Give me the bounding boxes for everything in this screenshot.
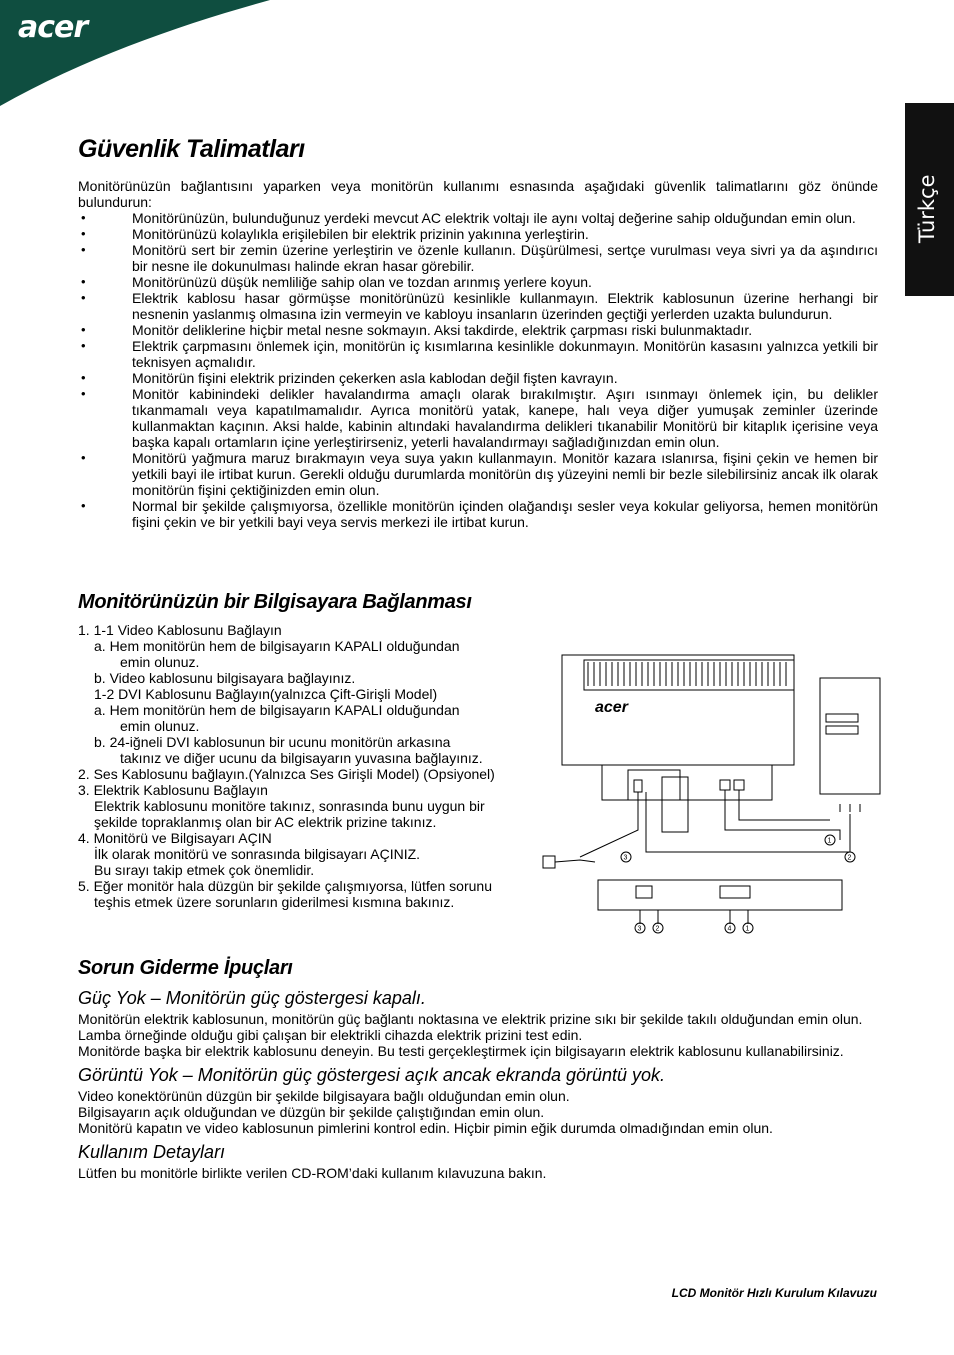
connect-step-line: emin olunuz. [120, 718, 200, 734]
callout-2b: 2 [655, 925, 660, 933]
connect-step-line: 1-2 DVI Kablosunu Bağlayın(yalnızca Çift-Girişli Model) [94, 686, 438, 702]
safety-title: Güvenlik Talimatları [78, 135, 305, 163]
connect-step-line: 3. Elektrik Kablosunu Bağlayın [78, 782, 268, 798]
connect-steps [78, 622, 556, 910]
connect-step-line: Elektrik kablosunu monitöre takınız, sonrasında bunu uygun bir [94, 798, 485, 814]
safety-item: • Monitör kabinindeki delikler havalandırma amaçlı olarak bırakılmıştır. Aşırı ısınmayı önlemek için, bu delikler tıkanmamalı veya kapatılmamalıdır. Ayrıca monitörü yatak, kanepe, halı veya diğer yumuşak zeminler üzerinde kullanmaktan kaçının. Aksi halde, kabinin altındaki havalandırma delikleri tıkanabilir Monitörü bir kitaplık içerisine veya başka kapalı ortamların içine yerleştirirseniz, yeterli havalandırmayı sağladığınızdan emin olun. [78, 386, 878, 450]
connect-step-line: 4. Monitörü ve Bilgisayarı AÇIN [78, 830, 272, 846]
connect-step-line: 2. Ses Kablosunu bağlayın.(Yalnızca Ses Girişli Model) (Opsiyonel) [78, 766, 495, 782]
callout-1b: 1 [745, 925, 750, 933]
safety-item: • Monitörü yağmura maruz bırakmayın veya suya yakın kullanmayın. Monitör kazara ıslanırsa, fişini çekin ve hemen bir yetkili bayi ile irtibat kurun. Gerekli olduğu durumlarda monitörün dış yüzeyini nemli bir bezle silebilirsiniz ancak ilk olarak monitörün fişini çektiğinizden emin olun. [78, 450, 878, 498]
connection-diagram [540, 652, 892, 938]
safety-item: • Monitörünüzü kolaylıkla erişilebilen bir elektrik prizinin yakınına yerleştirin. [78, 226, 878, 242]
troubleshoot-heading: Görüntü Yok – Monitörün güç göstergesi açık ancak ekranda görüntü yok. [78, 1065, 666, 1085]
connect-step-line: şekilde topraklanmış olan bir AC elektrik prizine takınız. [94, 814, 437, 830]
connect-step-line: İlk olarak monitörü ve sonrasında bilgisayarı AÇINIZ. [94, 846, 421, 862]
troubleshoot-title: Sorun Giderme İpuçları [78, 957, 293, 979]
callout-3: 3 [623, 854, 628, 862]
safety-item: • Normal bir şekilde çalışmıyorsa, özellikle monitörün içinden olağandışı sesler veya kokular geliyorsa, hemen monitörün fişini çekin ve bir yetkili bayi veya servis merkezi ile irtibat kurun. [78, 498, 878, 530]
troubleshoot-heading: Kullanım Detayları [78, 1142, 226, 1162]
troubleshoot-paragraph: Lütfen bu monitörle birlikte verilen CD-ROM’daki kullanım kılavuzuna bakın. [78, 1165, 547, 1181]
troubleshoot-body [78, 988, 878, 1181]
safety-item: • Monitör deliklerine hiçbir metal nesne sokmayın. Aksi takdirde, elektrik çarpması riski bulunmaktadır. [78, 322, 878, 338]
connect-step-line: teşhis etmek üzere sorunların giderilmesi kısmına bakınız. [94, 894, 455, 910]
connect-step-line: a. Hem monitörün hem de bilgisayarın KAPALI olduğundan [94, 638, 460, 654]
connect-step-line: 5. Eğer monitör hala düzgün bir şekilde çalışmıyorsa, lütfen sorunu [78, 878, 492, 894]
safety-section [78, 135, 878, 530]
language-tab [905, 103, 954, 296]
safety-item: • Monitörün fişini elektrik prizinden çekerken asla kablodan değil fişten kavrayın. [78, 370, 878, 386]
safety-item: • Monitörünüzü düşük nemliliğe sahip olan ve tozdan arınmış yerlere koyun. [78, 274, 878, 290]
connect-step-line: takınız ve diğer ucunu da bilgisayarın yuvasına bağlayınız. [120, 750, 483, 766]
connect-step-line: a. Hem monitörün hem de bilgisayarın KAPALI olduğundan [94, 702, 460, 718]
troubleshoot-paragraph: Monitörde başka bir elektrik kablosunu deneyin. Bu testi gerçekleştirmek için bilgisayarın elektrik kablosunu kullanabilirsiniz. [78, 1043, 844, 1059]
connect-step-line: b. 24-iğneli DVI kablosunun bir ucunu monitörün arkasına [94, 734, 451, 750]
troubleshoot-paragraph: Monitörü kapatın ve video kablosunun pimlerini kontrol edin. Hiçbir pimin eğik durumda olmadığından emin olun. [78, 1120, 773, 1136]
safety-list [78, 210, 878, 530]
callout-4: 4 [727, 925, 732, 933]
monitor-logo: acer [595, 699, 628, 716]
connect-title: Monitörünüzün bir Bilgisayara Bağlanması [78, 591, 472, 613]
callout-2: 2 [847, 854, 852, 862]
pc-tower [820, 678, 880, 794]
connect-step-line: emin olunuz. [120, 654, 200, 670]
troubleshoot-paragraph: Video konektörünün düzgün bir şekilde bilgisayara bağlı olduğundan emin olun. [78, 1088, 570, 1104]
safety-item: • Monitörü sert bir zemin üzerine yerleştirin ve özenle kullanın. Düşürülmesi, sertçe vurulması veya sivri ya da aşındırıcı bir nesne ile dokunulması halinde ekran hasar görebilir. [78, 242, 878, 274]
safety-intro: Monitörünüzün bağlantısını yaparken veya monitörün kullanımı esnasında aşağıdaki güvenlik talimatlarını göz önünde bulundurun: [78, 178, 878, 210]
safety-item: • Elektrik çarpmasını önlemek için, monitörün iç kısımlarına kesinlikle dokunmayın. Monitörün kasasını yalnızca yetkili bir teknisyen açmalıdır. [78, 338, 878, 370]
connect-step-line: 1. 1-1 Video Kablosunu Bağlayın [78, 622, 282, 638]
troubleshoot-heading: Güç Yok – Monitörün güç göstergesi kapalı. [78, 988, 426, 1008]
safety-item: • Monitörünüzün, bulunduğunuz yerdeki mevcut AC elektrik voltajı ile aynı voltaj değerine sahip olduğundan emin olun. [78, 210, 878, 226]
callout-1: 1 [827, 837, 832, 845]
troubleshoot-paragraph: Bilgisayarın açık olduğundan ve düzgün bir şekilde çalıştığından emin olun. [78, 1104, 545, 1120]
connect-step-line: b. Video kablosunu bilgisayara bağlayınız. [94, 670, 356, 686]
safety-item: • Elektrik kablosu hasar görmüşse monitörünüzü kesinlikle kullanmayın. Elektrik kablosunun üzerine herhangi bir nesnenin yaslanmış olmasına izin vermeyin ve kabloyu insanların üzerinden geçtiği yerlerden uzakta bulundurun. [78, 290, 878, 322]
language-label: Türkçe [915, 174, 939, 243]
troubleshoot-paragraph: Monitörün elektrik kablosunun, monitörün güç bağlantı noktasına ve elektrik prizine sıkı bir şekilde takılı olduğundan emin olun. [78, 1011, 863, 1027]
troubleshoot-section [78, 957, 878, 1181]
callout-3b: 3 [637, 925, 642, 933]
troubleshoot-paragraph: Lamba örneğinde olduğu gibi çalışan bir elektrikli cihazda elektrik prizini test edin. [78, 1027, 583, 1043]
connect-step-line: Bu sırayı takip etmek çok önemlidir. [94, 862, 315, 878]
acer-logo: acer [18, 10, 88, 45]
footer-title: LCD Monitör Hızlı Kurulum Kılavuzu [671, 1286, 877, 1300]
